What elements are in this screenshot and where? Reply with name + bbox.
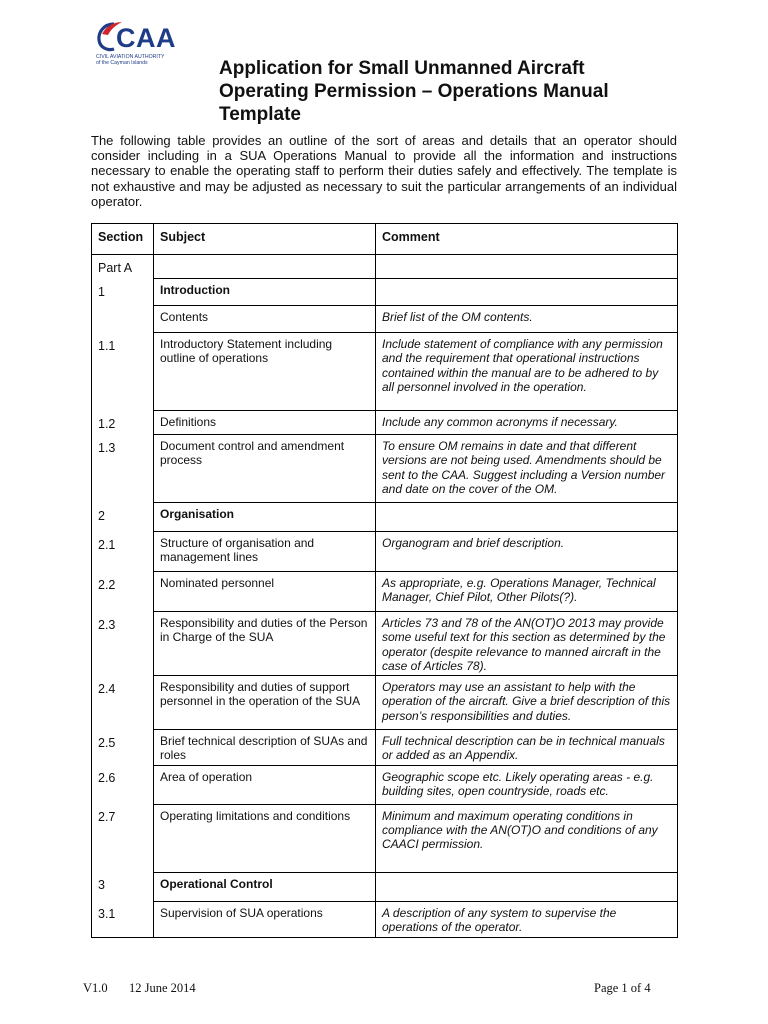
row-comment-cell: [376, 503, 678, 532]
row-comment-cell: Organogram and brief description.: [376, 532, 678, 572]
intro-paragraph: The following table provides an outline of the sort of areas and details that an operator should consider including in a SUA Operations Manual to provide all the information and instructions necessary to enable the operating staff to perform their duties safely and effectively. The template is not exhaustive and may be adjusted as necessary to suit the particular arrangements of an individual operator.: [91, 133, 677, 209]
row-subject-cell: Responsibility and duties of the Person in Charge of the SUA: [154, 612, 376, 676]
table-row: [92, 306, 678, 333]
om-template-table: [91, 223, 678, 938]
row-comment-cell: As appropriate, e.g. Operations Manager, Technical Manager, Chief Pilot, Other Pilots(?).: [376, 572, 678, 612]
row-comment-cell: Brief list of the OM contents.: [376, 306, 678, 333]
table-row: [92, 435, 678, 503]
row-comment-cell: [376, 872, 678, 901]
document-title: [219, 57, 679, 126]
row-subject-cell: Document control and amendment process: [154, 435, 376, 503]
row-section-cell: 2.1: [92, 532, 154, 572]
row-comment-cell: To ensure OM remains in date and that different versions are not being used. Amendments should be sent to the CAA. Suggest including a Version number and date on the cover of the OM.: [376, 435, 678, 503]
title-line: Operating Permission – Operations Manual: [219, 81, 609, 102]
table-body: [92, 255, 678, 938]
table-row: [92, 730, 678, 766]
row-comment-cell: Articles 73 and 78 of the AN(OT)O 2013 may provide some useful text for this section as determined by the operator (despite relevance to manned aircraft in the case of Articles 78).: [376, 612, 678, 676]
row-section-cell: 3: [92, 872, 154, 901]
row-section-cell: 2.4: [92, 676, 154, 730]
row-section-cell: 1.1: [92, 333, 154, 411]
row-comment-cell: Operators may use an assistant to help with the operation of the aircraft. Give a brief description of this person’s responsibilities and duties.: [376, 676, 678, 730]
table-row: [92, 503, 678, 532]
row-section-cell: 1.3: [92, 435, 154, 503]
row-section-cell: 1.2: [92, 411, 154, 435]
logo-wordmark: CAA: [116, 23, 176, 53]
row-section-cell: 2.6: [92, 765, 154, 804]
row-subject-cell: Nominated personnel: [154, 572, 376, 612]
column-header-subject: Subject: [154, 224, 376, 255]
row-subject-cell: Structure of organisation and management lines: [154, 532, 376, 572]
row-comment-cell: [376, 279, 678, 306]
row-subject-cell: Operating limitations and conditions: [154, 804, 376, 872]
row-subject-cell: Contents: [154, 306, 376, 333]
table-row: [92, 333, 678, 411]
table-row: [92, 804, 678, 872]
row-subject-cell: Responsibility and duties of support personnel in the operation of the SUA: [154, 676, 376, 730]
footer-page-number: Page 1 of 4: [594, 981, 651, 995]
footer-version: V1.0: [83, 981, 108, 995]
table-row: [92, 572, 678, 612]
row-subject-cell: [154, 255, 376, 279]
title-line: Application for Small Unmanned Aircraft: [219, 58, 585, 79]
table-row: [92, 612, 678, 676]
row-subject-cell: Operational Control: [154, 872, 376, 901]
row-subject-cell: Introductory Statement including outline of operations: [154, 333, 376, 411]
column-header-section: Section: [92, 224, 154, 255]
logo-subtitle-line1: CIVIL AVIATION AUTHORITY: [96, 54, 165, 60]
row-section-cell: 2.5: [92, 730, 154, 766]
row-comment-cell: [376, 255, 678, 279]
table-row: [92, 765, 678, 804]
caa-logo: [94, 18, 204, 68]
table-header-row: [92, 224, 678, 255]
title-line: Template: [219, 104, 302, 125]
row-section-cell: 2: [92, 503, 154, 532]
footer-date: 12 June 2014: [129, 981, 196, 995]
row-comment-cell: Include statement of compliance with any permission and the requirement that operational instructions contained within the manual are to be adhered to by all personnel involved in the operation.: [376, 333, 678, 411]
row-comment-cell: Minimum and maximum operating conditions in compliance with the AN(OT)O and conditions of any CAACI permission.: [376, 804, 678, 872]
row-subject-cell: Organisation: [154, 503, 376, 532]
table-row: [92, 411, 678, 435]
row-subject-cell: Supervision of SUA operations: [154, 901, 376, 937]
row-comment-cell: Geographic scope etc. Likely operating areas - e.g. building sites, open countryside, roads etc.: [376, 765, 678, 804]
table-row: [92, 532, 678, 572]
row-section-cell: 2.3: [92, 612, 154, 676]
row-section-cell: [92, 306, 154, 333]
row-comment-cell: A description of any system to supervise the operations of the operator.: [376, 901, 678, 937]
row-section-cell: 3.1: [92, 901, 154, 937]
row-section-cell: 2.2: [92, 572, 154, 612]
row-subject-cell: Brief technical description of SUAs and roles: [154, 730, 376, 766]
table-row: [92, 901, 678, 937]
table-row: [92, 676, 678, 730]
row-subject-cell: Introduction: [154, 279, 376, 306]
column-header-comment: Comment: [376, 224, 678, 255]
table-row: [92, 255, 678, 279]
row-subject-cell: Area of operation: [154, 765, 376, 804]
table-row: [92, 872, 678, 901]
logo-subtitle-line2: of the Cayman Islands: [96, 60, 148, 66]
row-comment-cell: Full technical description can be in technical manuals or added as an Appendix.: [376, 730, 678, 766]
logo-subtitle: [96, 54, 165, 66]
row-section-cell: 1: [92, 279, 154, 306]
row-comment-cell: Include any common acronyms if necessary.: [376, 411, 678, 435]
row-subject-cell: Definitions: [154, 411, 376, 435]
row-section-cell: Part A: [92, 255, 154, 279]
table-row: [92, 279, 678, 306]
row-section-cell: 2.7: [92, 804, 154, 872]
